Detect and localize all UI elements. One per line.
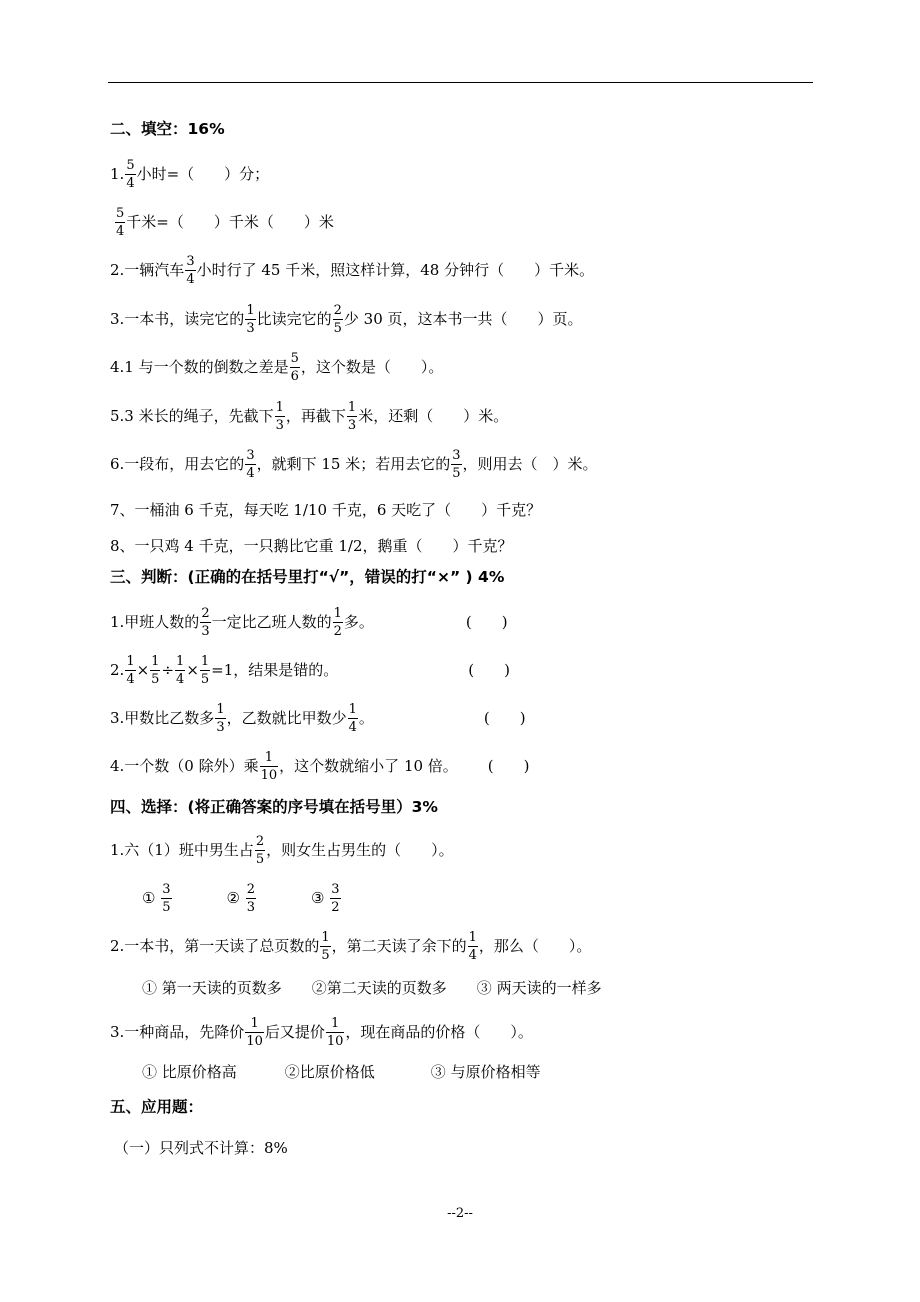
option-2: ②比原价格低	[284, 1062, 375, 1081]
answer-paren: ( )	[468, 660, 511, 679]
fill-q6: 6.一段布，用去它的 $\frac{3}{4}$ ，就剩下 15 米；若用去它的 $\frac{3}{5}$ ，则用去（ ）米。	[110, 447, 598, 481]
fraction: $\frac{1}{10}$	[326, 1015, 344, 1049]
option-2: ② $\frac{2}{3}$	[226, 881, 256, 915]
section-2-title: 二、填空：16%	[110, 120, 225, 139]
fill-q7: 7、一桶油 6 千克，每天吃 1/10 千克，6 天吃了（ ）千克？	[110, 500, 542, 519]
judge-q4: 4.一个数（0 除外）乘 $\frac{1}{10}$ ，这个数就缩小了 10 倍。 ( )	[110, 749, 530, 783]
fraction: $\frac{2}{5}$	[255, 833, 265, 867]
fraction: $\frac{1}{4}$	[176, 653, 185, 687]
fraction: $\frac{1}{4}$	[348, 701, 357, 735]
judge-q1: 1.甲班人数的 $\frac{2}{3}$ 一定比乙班人数的 $\frac{1}{2}$ 多。 ( )	[110, 605, 508, 639]
fraction: $\frac{1}{2}$	[333, 605, 342, 639]
fraction: $\frac{1}{5}$	[151, 653, 160, 687]
fill-q1b: $\frac{5}{4}$ 千米=（ ）千米（ ）米	[116, 205, 334, 239]
option-3: ③ $\frac{3}{2}$	[311, 881, 340, 915]
fraction: $\frac{3}{4}$	[246, 447, 255, 481]
choice-q2-options	[142, 966, 602, 1010]
fraction: $\frac{1}{10}$	[246, 1015, 263, 1049]
answer-paren: ( )	[487, 756, 530, 775]
option-1: ① 比原价格高	[142, 1062, 237, 1081]
fraction: $\frac{1}{5}$	[321, 929, 330, 963]
fill-q4: 4.1 与一个数的倒数之差是 $\frac{5}{6}$ ，这个数是（ ）。	[110, 350, 444, 384]
header-rule	[108, 82, 813, 83]
fraction: $\frac{1}{3}$	[275, 399, 284, 433]
fraction: $\frac{1}{4}$	[126, 653, 135, 687]
option-1: ① $\frac{3}{5}$	[142, 881, 171, 915]
choice-q3: 3.一种商品，先降价 $\frac{1}{10}$ 后又提价 $\frac{1}{10}$ ，现在商品的价格（ ）。	[110, 1015, 533, 1049]
fraction: $\frac{1}{3}$	[246, 302, 255, 336]
fraction: $\frac{1}{4}$	[468, 929, 477, 963]
answer-paren: ( )	[465, 612, 508, 631]
fill-q2: 2.一辆汽车 $\frac{3}{4}$ 小时行了 45 千米，照这样计算，48 分钟行（ ）千米。	[110, 253, 595, 287]
page-number: --2--	[447, 1206, 473, 1221]
fraction: $\frac{1}{5}$	[200, 653, 210, 687]
option-1: ① 第一天读的页数多	[142, 978, 282, 997]
fraction: $\frac{5}{6}$	[290, 350, 299, 384]
fraction: $\frac{3}{5}$	[452, 447, 461, 481]
fill-q8: 8、一只鸡 4 千克，一只鹅比它重 1/2，鹅重（ ）千克？	[110, 536, 513, 555]
choice-q1-options	[142, 876, 342, 920]
fraction: $\frac{3}{2}$	[331, 881, 340, 915]
fraction: $\frac{2}{3}$	[246, 881, 256, 915]
fraction: $\frac{2}{5}$	[333, 302, 342, 336]
fraction: $\frac{5}{4}$	[126, 157, 135, 191]
fill-q5: 5.3 米长的绳子，先截下 $\frac{1}{3}$ ，再截下 $\frac{1}{3}$ 米，还剩（ ）米。	[110, 399, 509, 433]
fraction: $\frac{1}{3}$	[347, 399, 357, 433]
section-4-title: 四、选择：(将正确答案的序号填在括号里）3%	[110, 798, 438, 817]
choice-q2: 2.一本书，第一天读了总页数的 $\frac{1}{5}$ ，第二天读了余下的 $\frac{1}{4}$ ，那么（ ）。	[110, 929, 592, 963]
fraction: $\frac{5}{4}$	[116, 205, 125, 239]
fraction: $\frac{2}{3}$	[201, 605, 210, 639]
fill-q1a: 1. $\frac{5}{4}$ 小时=（ ）分；	[110, 157, 270, 191]
choice-q1: 1.六（1）班中男生占 $\frac{2}{5}$ ，则女生占男生的（ ）。	[110, 833, 454, 867]
option-3: ③ 两天读的一样多	[476, 978, 602, 997]
fill-q3: 3.一本书，读完它的 $\frac{1}{3}$ 比读完它的 $\frac{2}{5}$ 少 30 页，这本书一共（ ）页。	[110, 302, 583, 336]
judge-q2: 2. $\frac{1}{4}$ × $\frac{1}{5}$ ÷ $\frac{1}{4}$ × $\frac{1}{5}$ =1，结果是错的。 ( )	[110, 653, 511, 687]
fraction: $\frac{3}{5}$	[162, 881, 171, 915]
section-5-title: 五、应用题：	[110, 1098, 204, 1117]
option-3: ③ 与原价格相等	[430, 1062, 541, 1081]
judge-q3: 3.甲数比乙数多 $\frac{1}{3}$ ，乙数就比甲数少 $\frac{1}{4}$ 。 ( )	[110, 701, 526, 735]
fraction: $\frac{1}{10}$	[260, 749, 278, 783]
fraction: $\frac{1}{3}$	[216, 701, 225, 735]
fraction: $\frac{3}{4}$	[186, 253, 195, 287]
section-5-subtitle: （一）只列式不计算：8%	[114, 1138, 288, 1157]
section-3-title: 三、判断：(正确的在括号里打“√”，错误的打“×” ) 4%	[110, 568, 505, 587]
option-2: ②第二天读的页数多	[311, 978, 447, 997]
answer-paren: ( )	[483, 708, 526, 727]
